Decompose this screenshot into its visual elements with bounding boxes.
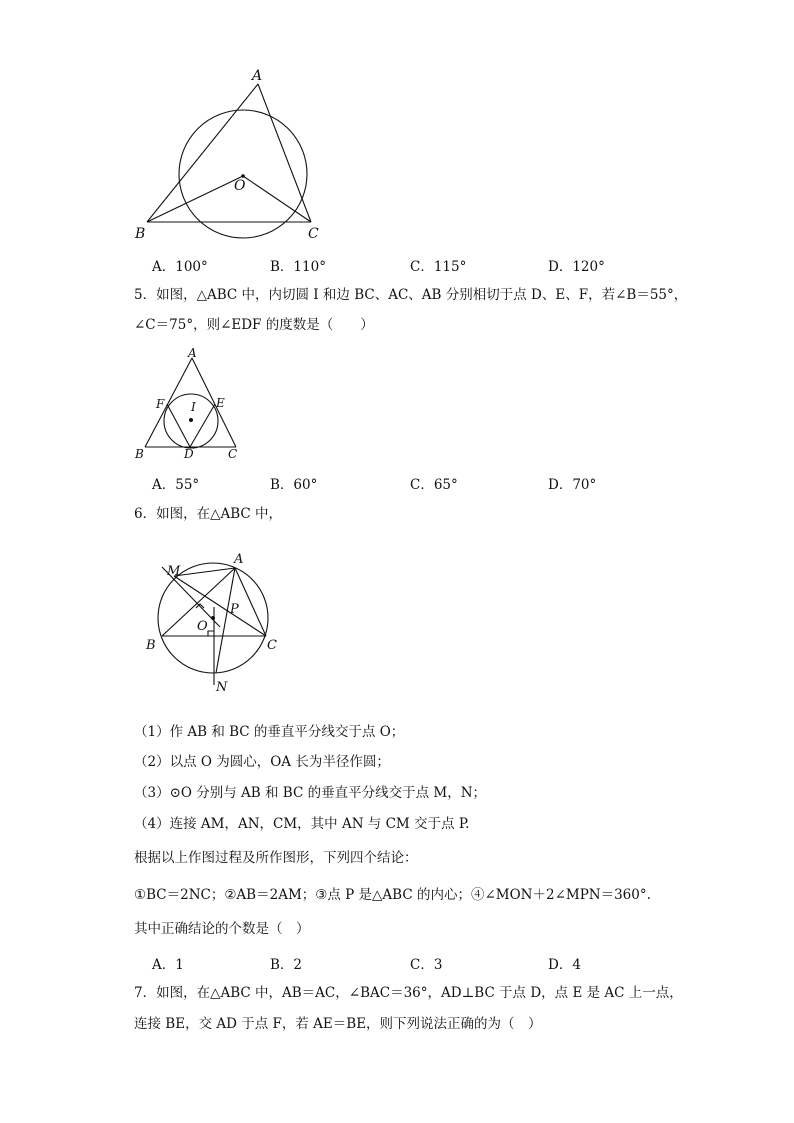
q4-segment-oc: [243, 176, 311, 222]
q7-stem-line1: 7．如图，在△ABC 中，AB＝AC，∠BAC＝36°，AD⊥BC 于点 D，点 E 是 AC 上一点，: [134, 985, 683, 1001]
q6-question: 其中正确结论的个数是（ ）: [134, 921, 310, 937]
q6-step-1: （1）作 AB 和 BC 的垂直平分线交于点 O；: [134, 724, 405, 740]
q6-label-o: O: [197, 619, 208, 634]
q5-segment-fd: [167, 404, 190, 447]
q5-option-c[interactable]: C．65°: [410, 477, 458, 493]
q6-step-2: （2）以点 O 为圆心，OA 长为半径作圆；: [134, 754, 390, 770]
q4-label-b: B: [135, 226, 146, 242]
q6-figure: [140, 545, 300, 700]
q5-incenter-dot: [189, 418, 193, 422]
q5-option-a[interactable]: A．55°: [152, 477, 200, 493]
q6-step-3: （3）⊙O 分别与 AB 和 BC 的垂直平分线交于点 M，N；: [134, 785, 487, 801]
q5-stem-line2: ∠C＝75°，则∠EDF 的度数是（ ）: [134, 317, 374, 333]
q4-side-ab: [147, 84, 258, 222]
q5-figure: [130, 345, 250, 463]
q5-label-f: F: [156, 397, 165, 411]
q4-label-c: C: [308, 226, 319, 242]
q6-conclusions: ①BC＝2NC；②AB＝2AM；③点 P 是△ABC 的内心；④∠MON＋2∠MPN＝360°.: [134, 887, 651, 903]
q6-options: [152, 953, 712, 971]
q6-option-c[interactable]: C．3: [410, 957, 443, 973]
q6-stem: 6．如图，在△ABC 中，: [134, 506, 283, 522]
q5-label-e: E: [216, 396, 225, 410]
q7-stem-line2: 连接 BE，交 AD 于点 F，若 AE＝BE，则下列说法正确的为（ ）: [134, 1016, 542, 1032]
q4-label-a: A: [252, 68, 263, 84]
q4-option-a[interactable]: A．100°: [152, 259, 208, 275]
q4-circle: [179, 110, 307, 238]
q6-label-m: M: [167, 564, 181, 579]
q6-option-a[interactable]: A．1: [152, 957, 184, 973]
q5-label-b: B: [135, 447, 144, 461]
q5-side-ab: [145, 358, 192, 447]
q5-label-d: D: [184, 447, 194, 461]
q6-lead: 根据以上作图过程及所作图形，下列四个结论：: [134, 850, 418, 866]
q6-right-angle-bc: [208, 631, 214, 636]
q4-label-o: O: [234, 178, 246, 194]
q6-label-p: P: [230, 602, 239, 617]
q5-option-b[interactable]: B．60°: [270, 477, 318, 493]
q4-segment-ob: [147, 176, 243, 222]
q6-option-d[interactable]: D．4: [548, 957, 581, 973]
q6-option-b[interactable]: B．2: [270, 957, 303, 973]
q6-center-dot: [211, 616, 215, 620]
q4-figure: [130, 62, 330, 247]
q4-option-b[interactable]: B．110°: [270, 259, 326, 275]
q5-stem-line1: 5．如图，△ABC 中，内切圆 I 和边 BC、AC、AB 分别相切于点 D、E、F，若∠B＝55°，: [134, 287, 688, 303]
q6-step-4: （4）连接 AM，AN，CM，其中 AN 与 CM 交于点 P.: [134, 816, 470, 832]
q5-options: [152, 473, 712, 491]
q6-label-c: C: [267, 638, 277, 653]
q6-label-b: B: [146, 638, 156, 653]
q4-options: [152, 255, 712, 273]
q5-label-c: C: [228, 447, 238, 461]
q4-option-d[interactable]: D．120°: [548, 259, 605, 275]
q5-label-i: I: [191, 400, 196, 414]
q5-option-d[interactable]: D．70°: [548, 477, 597, 493]
q5-label-a: A: [188, 346, 197, 360]
q5-side-ac: [192, 358, 236, 447]
q6-label-a: A: [234, 552, 244, 567]
q6-label-n: N: [216, 680, 228, 695]
q4-option-c[interactable]: C．115°: [410, 259, 467, 275]
